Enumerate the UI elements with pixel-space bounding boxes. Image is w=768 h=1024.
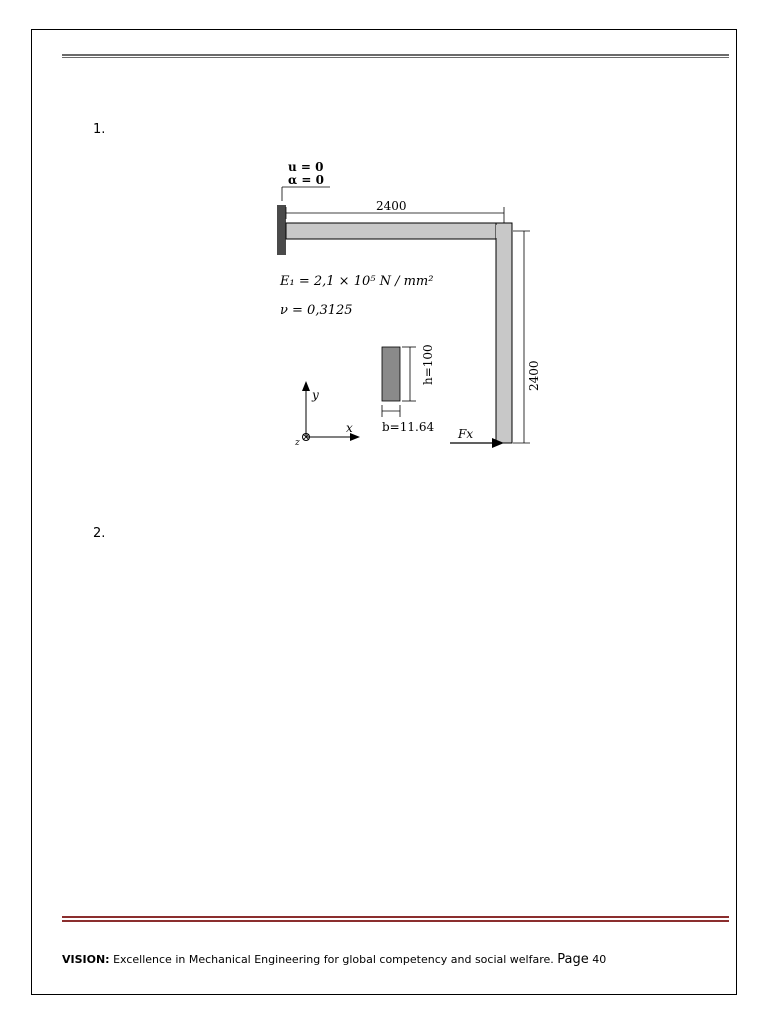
support-u-label: u = 0 — [288, 160, 324, 174]
horizontal-beam — [286, 223, 512, 239]
force-label: Fx — [458, 427, 474, 441]
poisson-label: ν = 0,3125 — [280, 303, 353, 318]
page-word: Page — [557, 952, 589, 967]
footer-rule-thick — [62, 920, 729, 922]
page-number: 40 — [592, 953, 607, 966]
fixed-support — [277, 205, 286, 255]
side-dimension-label: 2400 — [527, 360, 541, 391]
support-alpha-label: α = 0 — [288, 173, 324, 187]
cross-section — [382, 347, 400, 401]
width-label: b=11.64 — [382, 420, 435, 434]
vision-label: VISION: — [62, 953, 110, 966]
frame-figure — [270, 155, 545, 475]
footer — [62, 952, 732, 967]
item-number-2: 2. — [93, 526, 106, 541]
item-number-1: 1. — [93, 122, 106, 137]
header-rule-thin — [62, 57, 729, 58]
x-axis-label: x — [346, 421, 353, 435]
top-dimension-label: 2400 — [376, 199, 407, 213]
z-axis-label: z — [295, 438, 300, 448]
header-rule — [62, 54, 729, 56]
height-label: h=100 — [421, 344, 435, 385]
modulus-label: E₁ = 2,1 × 10⁵ N / mm² — [280, 274, 434, 289]
vertical-column — [496, 223, 512, 443]
vision-text: Excellence in Mechanical Engineering for global competency and social welfare. — [113, 953, 554, 966]
footer-rule — [62, 916, 729, 918]
y-axis-label: y — [312, 388, 319, 402]
frame-diagram — [270, 155, 545, 475]
